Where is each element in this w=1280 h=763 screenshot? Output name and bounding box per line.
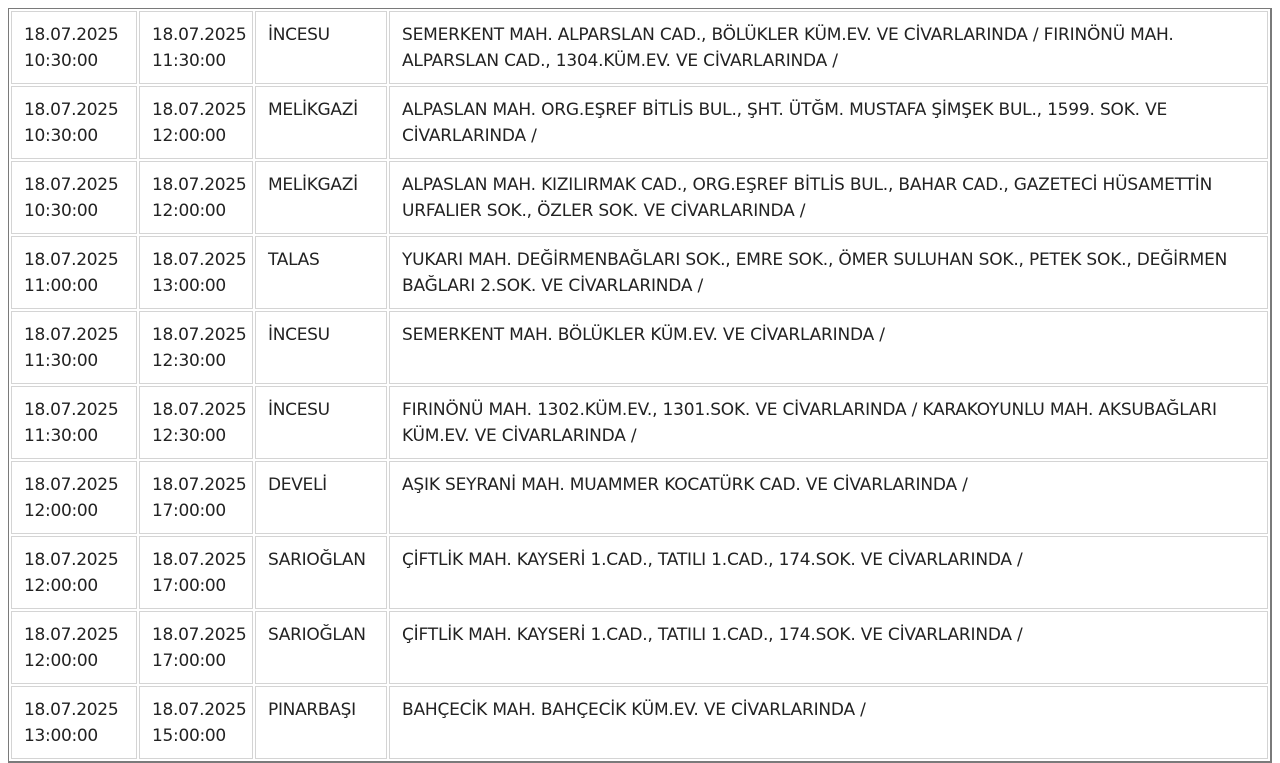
start-time: 11:00:00 xyxy=(24,276,98,296)
start-time: 12:00:00 xyxy=(24,651,98,671)
start-time: 13:00:00 xyxy=(24,726,98,746)
end-date: 18.07.2025 xyxy=(152,475,247,495)
end-datetime-cell xyxy=(139,536,253,609)
end-datetime-cell xyxy=(139,386,253,459)
start-date: 18.07.2025 xyxy=(24,175,119,195)
address-cell xyxy=(389,536,1268,609)
address-cell xyxy=(389,311,1268,384)
end-time: 15:00:00 xyxy=(152,726,226,746)
end-time: 12:00:00 xyxy=(152,126,226,146)
district: SARIOĞLAN xyxy=(268,625,366,645)
end-time: 17:00:00 xyxy=(152,576,226,596)
district: SARIOĞLAN xyxy=(268,550,366,570)
district-cell xyxy=(255,161,387,234)
address-cell xyxy=(389,686,1268,759)
address-cell xyxy=(389,461,1268,534)
start-date: 18.07.2025 xyxy=(24,700,119,720)
start-date: 18.07.2025 xyxy=(24,400,119,420)
district-cell xyxy=(255,86,387,159)
start-time: 10:30:00 xyxy=(24,126,98,146)
table-row xyxy=(11,311,1268,384)
start-datetime-cell xyxy=(11,611,137,684)
start-date: 18.07.2025 xyxy=(24,475,119,495)
district: MELİKGAZİ xyxy=(268,100,358,120)
district: PINARBAŞI xyxy=(268,700,356,720)
end-time: 12:00:00 xyxy=(152,201,226,221)
district: İNCESU xyxy=(268,325,330,345)
end-time: 12:30:00 xyxy=(152,351,226,371)
start-time: 12:00:00 xyxy=(24,576,98,596)
district: İNCESU xyxy=(268,400,330,420)
start-time: 12:00:00 xyxy=(24,501,98,521)
end-date: 18.07.2025 xyxy=(152,100,247,120)
end-date: 18.07.2025 xyxy=(152,625,247,645)
address-cell xyxy=(389,386,1268,459)
start-datetime-cell xyxy=(11,86,137,159)
start-datetime-cell xyxy=(11,386,137,459)
start-datetime-cell xyxy=(11,236,137,309)
table-row xyxy=(11,236,1268,309)
address-cell xyxy=(389,11,1268,84)
end-datetime-cell xyxy=(139,611,253,684)
end-time: 17:00:00 xyxy=(152,501,226,521)
district: İNCESU xyxy=(268,25,330,45)
district: MELİKGAZİ xyxy=(268,175,358,195)
end-time: 12:30:00 xyxy=(152,426,226,446)
outage-table-container xyxy=(8,8,1272,763)
end-datetime-cell xyxy=(139,461,253,534)
address: SEMERKENT MAH. ALPARSLAN CAD., BÖLÜKLER KÜM.EV. VE CİVARLARINDA / FIRINÖNÜ MAH. ALPARSLAN CAD., 1304.KÜM.EV. VE CİVARLARINDA / xyxy=(402,25,1174,71)
start-time: 11:30:00 xyxy=(24,426,98,446)
address: YUKARI MAH. DEĞİRMENBAĞLARI SOK., EMRE SOK., ÖMER SULUHAN SOK., PETEK SOK., DEĞİRMEN BAĞLARI 2.SOK. VE CİVARLARINDA / xyxy=(402,250,1228,296)
table-row xyxy=(11,11,1268,84)
address-cell xyxy=(389,86,1268,159)
table-row xyxy=(11,386,1268,459)
end-date: 18.07.2025 xyxy=(152,550,247,570)
district-cell xyxy=(255,11,387,84)
start-time: 11:30:00 xyxy=(24,351,98,371)
start-date: 18.07.2025 xyxy=(24,25,119,45)
table-row xyxy=(11,686,1268,759)
end-datetime-cell xyxy=(139,311,253,384)
start-time: 10:30:00 xyxy=(24,201,98,221)
district-cell xyxy=(255,236,387,309)
start-date: 18.07.2025 xyxy=(24,100,119,120)
end-datetime-cell xyxy=(139,236,253,309)
start-date: 18.07.2025 xyxy=(24,250,119,270)
district-cell xyxy=(255,461,387,534)
start-date: 18.07.2025 xyxy=(24,325,119,345)
end-datetime-cell xyxy=(139,11,253,84)
end-date: 18.07.2025 xyxy=(152,700,247,720)
end-date: 18.07.2025 xyxy=(152,25,247,45)
start-datetime-cell xyxy=(11,311,137,384)
address: ALPASLAN MAH. KIZILIRMAK CAD., ORG.EŞREF BİTLİS BUL., BAHAR CAD., GAZETECİ HÜSAMETTİN URFALIER SOK., ÖZLER SOK. VE CİVARLARINDA / xyxy=(402,175,1213,221)
end-time: 17:00:00 xyxy=(152,651,226,671)
start-time: 10:30:00 xyxy=(24,51,98,71)
address: ÇİFTLİK MAH. KAYSERİ 1.CAD., TATILI 1.CAD., 174.SOK. VE CİVARLARINDA / xyxy=(402,550,1023,570)
outage-table xyxy=(9,9,1270,761)
address: BAHÇECİK MAH. BAHÇECİK KÜM.EV. VE CİVARLARINDA / xyxy=(402,700,866,720)
district: DEVELİ xyxy=(268,475,327,495)
end-datetime-cell xyxy=(139,686,253,759)
address-cell xyxy=(389,611,1268,684)
district-cell xyxy=(255,311,387,384)
end-datetime-cell xyxy=(139,161,253,234)
end-time: 13:00:00 xyxy=(152,276,226,296)
district-cell xyxy=(255,536,387,609)
start-date: 18.07.2025 xyxy=(24,550,119,570)
outage-table-body xyxy=(11,11,1268,759)
start-datetime-cell xyxy=(11,11,137,84)
address-cell xyxy=(389,236,1268,309)
end-datetime-cell xyxy=(139,86,253,159)
address: ÇİFTLİK MAH. KAYSERİ 1.CAD., TATILI 1.CAD., 174.SOK. VE CİVARLARINDA / xyxy=(402,625,1023,645)
address: SEMERKENT MAH. BÖLÜKLER KÜM.EV. VE CİVARLARINDA / xyxy=(402,325,885,345)
end-date: 18.07.2025 xyxy=(152,175,247,195)
end-date: 18.07.2025 xyxy=(152,250,247,270)
address-cell xyxy=(389,161,1268,234)
end-date: 18.07.2025 xyxy=(152,400,247,420)
address: AŞIK SEYRANİ MAH. MUAMMER KOCATÜRK CAD. VE CİVARLARINDA / xyxy=(402,475,968,495)
district-cell xyxy=(255,686,387,759)
address: FIRINÖNÜ MAH. 1302.KÜM.EV., 1301.SOK. VE CİVARLARINDA / KARAKOYUNLU MAH. AKSUBAĞLARI KÜM.EV. VE CİVARLARINDA / xyxy=(402,400,1217,446)
table-row xyxy=(11,161,1268,234)
district-cell xyxy=(255,611,387,684)
end-time: 11:30:00 xyxy=(152,51,226,71)
table-row xyxy=(11,611,1268,684)
start-datetime-cell xyxy=(11,461,137,534)
table-row xyxy=(11,461,1268,534)
start-datetime-cell xyxy=(11,161,137,234)
start-datetime-cell xyxy=(11,686,137,759)
district-cell xyxy=(255,386,387,459)
start-datetime-cell xyxy=(11,536,137,609)
address: ALPASLAN MAH. ORG.EŞREF BİTLİS BUL., ŞHT. ÜTĞM. MUSTAFA ŞİMŞEK BUL., 1599. SOK. VE CİVARLARINDA / xyxy=(402,100,1168,146)
end-date: 18.07.2025 xyxy=(152,325,247,345)
table-row xyxy=(11,86,1268,159)
table-row xyxy=(11,536,1268,609)
start-date: 18.07.2025 xyxy=(24,625,119,645)
district: TALAS xyxy=(268,250,320,270)
